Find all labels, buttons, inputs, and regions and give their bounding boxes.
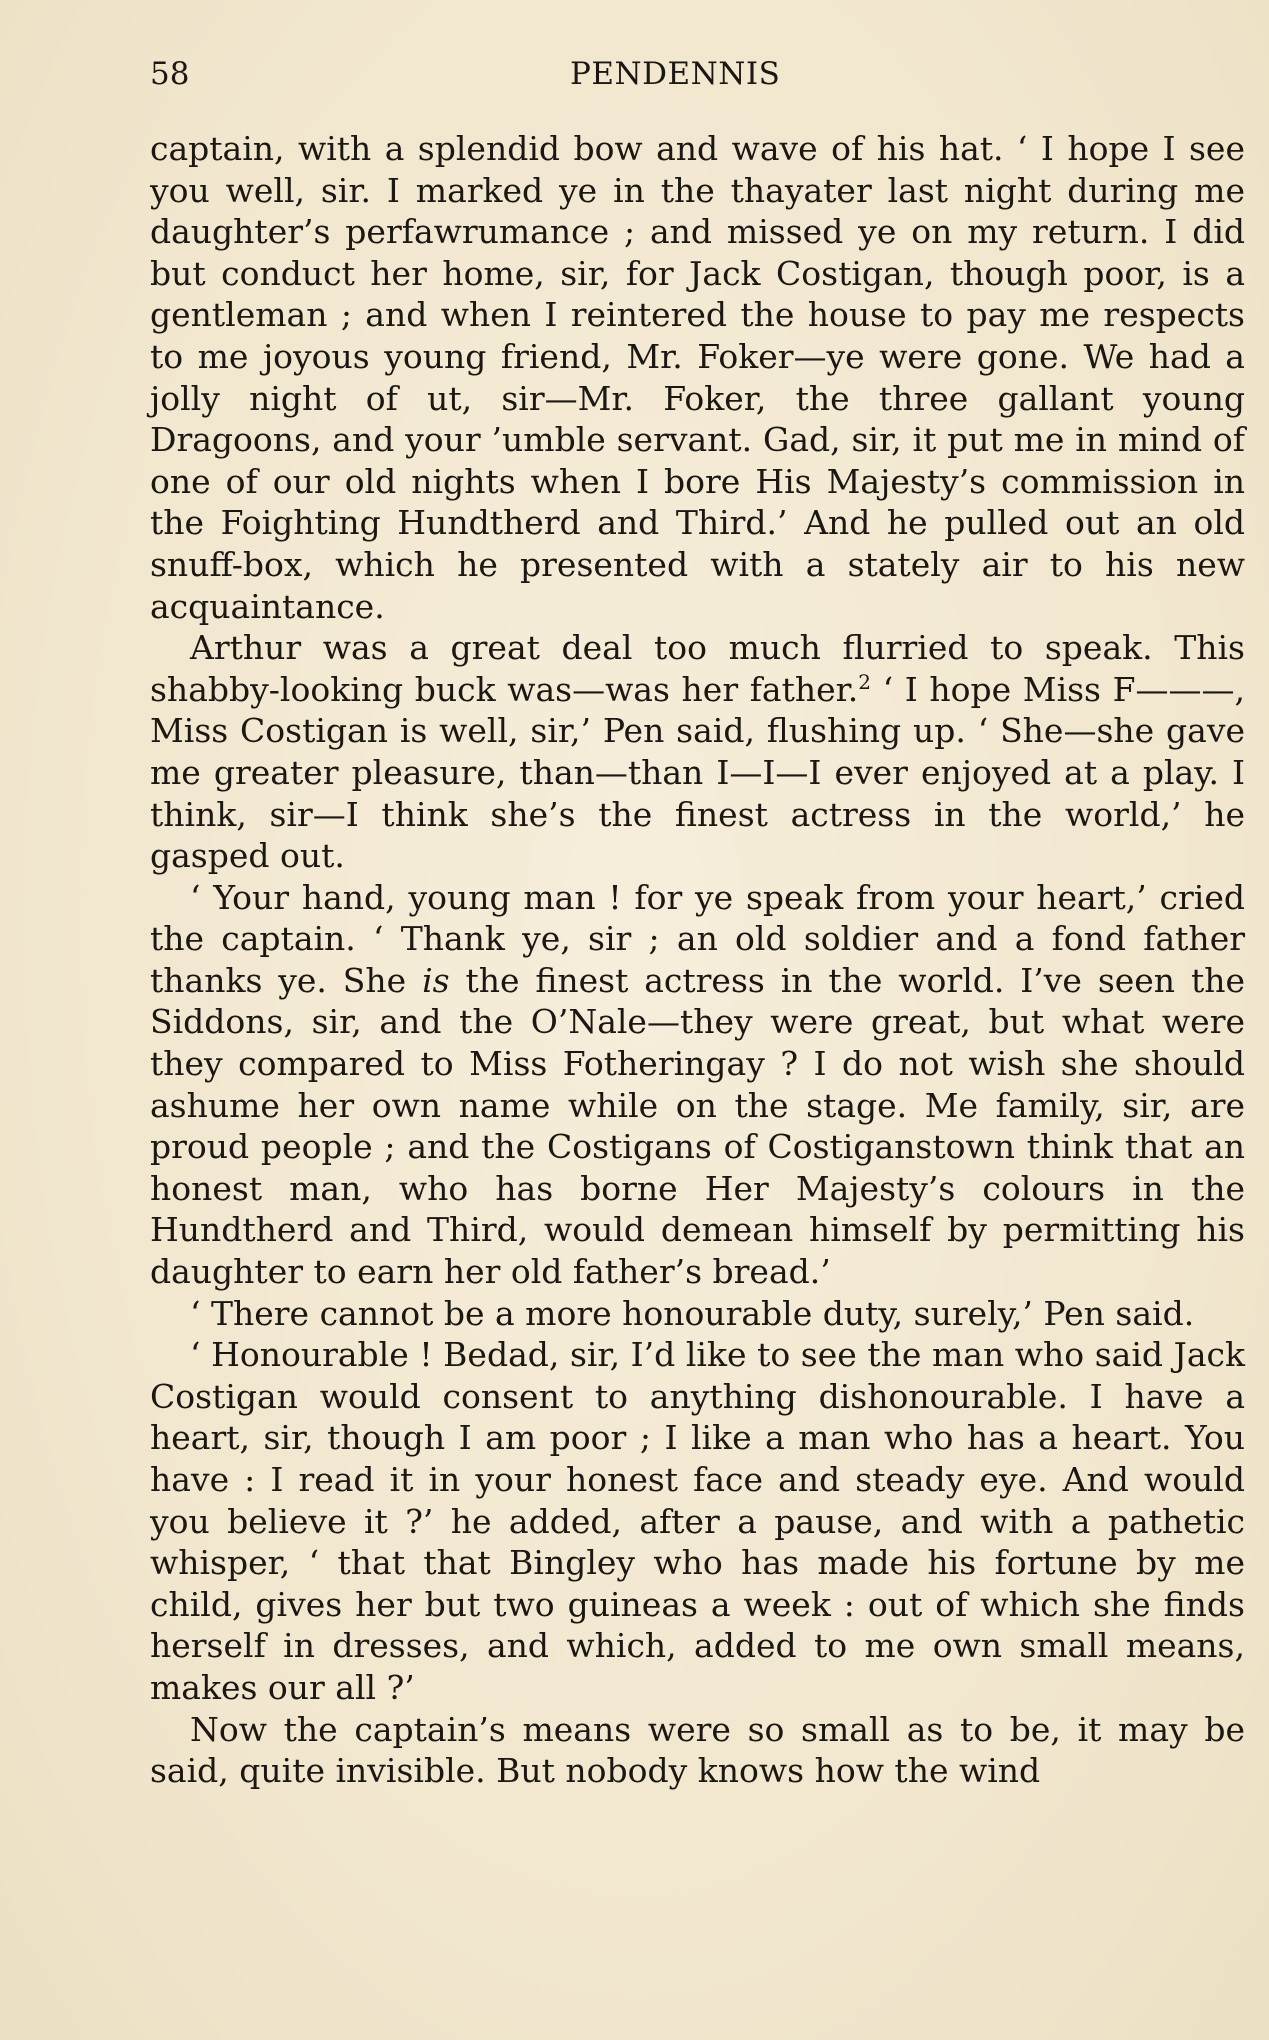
paragraph-text: ‘ Your hand, young man ! for ye speak from your heart,’ cried the captain. ‘ Thank ye, sir ; an old soldier and a fond father thanks ye. She [150, 877, 1245, 1000]
running-head [150, 56, 1250, 106]
paragraph-text: ‘ Honourable ! Bedad, sir, I’d like to see the man who said Jack Costigan would consent to anything dishonourable. I have a heart, sir, though I am poor ; I like a man who has a heart. You have : I read it in your honest face and steady eye. And would you believe it ?’ he added, after a pause, and with a pathetic whisper, ‘ that that Bingley who has made his fortune by me child, gives her but two guineas a week : out of which she finds herself in dresses, and which, added to me own small means, makes our all ?’ [150, 1335, 1245, 1707]
paragraph-text: captain, with a splendid bow and wave of his hat. ‘ I hope I see you well, sir. I marked ye in the thayater last night during me daughter’s perfawrumance ; and missed ye on my return. I did but conduct her home, sir, for Jack Costigan, though poor, is a gentleman ; and when I reintered the house to pay me respects to me joyous young friend, Mr. Foker—ye were gone. We had a jolly night of ut, sir—Mr. Foker, the three gallant young Dragoons, and your ’umble servant. Gad, sir, it put me in mind of one of our old nights when I bore His Majesty’s commission in the Foighting Hundtherd and Third.’ And he pulled out an old snuff-box, which he presented with a stately air to his new acquaintance. [150, 129, 1245, 626]
paragraph [150, 1334, 1245, 1708]
paragraph [150, 877, 1245, 1293]
paragraph-text: ‘ I hope Miss F———, Miss Costigan is well, sir,’ Pen said, flushing up. ‘ She—she gave me greater pleasure, than—than I—I—I ever enjoyed at a play. I think, sir—I think she’s the finest actress in the world,’ he gasped out. [150, 669, 1245, 876]
paragraph-text: ‘ There cannot be a more honourable duty, surely,’ Pen said. [190, 1293, 1195, 1333]
page-number: 58 [150, 56, 190, 92]
footnote-reference: 2 [858, 669, 872, 694]
paragraph [150, 1293, 1245, 1335]
body-text [150, 128, 1245, 1792]
paragraph [150, 627, 1245, 877]
paragraph-text: Arthur was a great deal too much flurried to speak. This shabby-looking buck was—was her father. [150, 628, 1245, 709]
paragraph [150, 1709, 1245, 1792]
running-title: PENDENNIS [570, 56, 781, 92]
emphasized-word: is [422, 960, 450, 1000]
paragraph [150, 128, 1245, 627]
paragraph-text: the finest actress in the world. I’ve seen the Siddons, sir, and the O’Nale—they were great, but what were they compared to Miss Fotheringay ? I do not wish she should ashume her own name while on the stage. Me family, sir, are proud people ; and the Costigans of Costiganstown think that an honest man, who has borne Her Majesty’s colours in the Hundtherd and Third, would demean himself by permitting his daughter to earn her old father’s bread.’ [150, 960, 1245, 1292]
paragraph-text: Now the captain’s means were so small as to be, it may be said, quite invisible. But nobody knows how the wind [150, 1709, 1245, 1791]
